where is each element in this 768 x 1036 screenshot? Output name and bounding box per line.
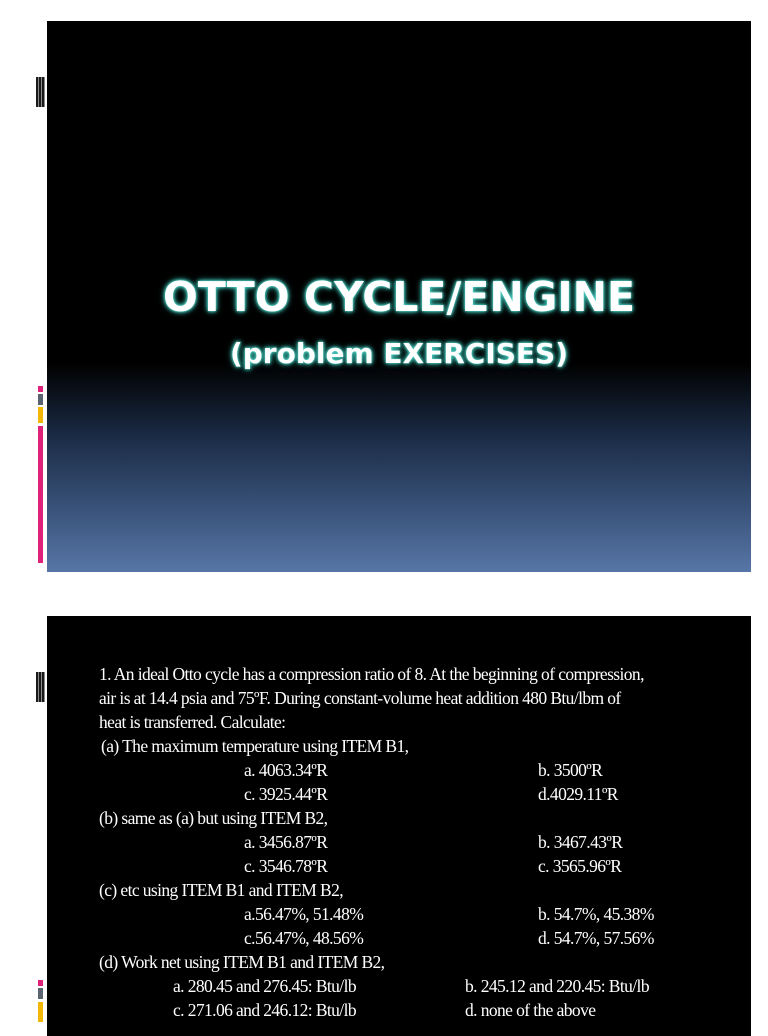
choice-d-b: b. 245.12 and 220.45: Btu/lb bbox=[465, 976, 649, 996]
choice-d-d: d. none of the above bbox=[465, 1000, 596, 1020]
choice-b-a: a. 3456.87ºR bbox=[244, 832, 328, 852]
problem-slide bbox=[18, 616, 751, 1036]
choice-a-c: c. 3925.44ºR bbox=[244, 784, 328, 804]
accent-bar-gray bbox=[38, 394, 43, 405]
problem-content bbox=[18, 616, 751, 1036]
accent-bar-pink-top bbox=[38, 386, 43, 392]
bracket-decoration bbox=[36, 77, 45, 107]
choice-c-a: a.56.47%, 51.48% bbox=[244, 904, 364, 924]
choice-b-b: b. 3467.43ºR bbox=[538, 832, 623, 852]
accent-bar-pink bbox=[38, 426, 43, 563]
problem-statement-line: air is at 14.4 psia and 75ºF. During constant-volume heat addition 480 Btu/lbm of bbox=[99, 688, 621, 708]
choice-d-c: c. 271.06 and 246.12: Btu/lb bbox=[173, 1000, 356, 1020]
slide-title: OTTO CYCLE/ENGINE bbox=[163, 273, 635, 321]
choice-d-a: a. 280.45 and 276.45: Btu/lb bbox=[173, 976, 356, 996]
choice-a-d: d.4029.11ºR bbox=[538, 784, 618, 804]
choice-c-c: c.56.47%, 48.56% bbox=[244, 928, 364, 948]
choice-b-d: c. 3565.96ºR bbox=[538, 856, 622, 876]
choice-a-a: a. 4063.34ºR bbox=[244, 760, 328, 780]
choice-b-c: c. 3546.78ºR bbox=[244, 856, 328, 876]
choice-a-b: b. 3500ºR bbox=[538, 760, 603, 780]
choice-c-d: d. 54.7%, 57.56% bbox=[538, 928, 654, 948]
accent-bar-yellow bbox=[38, 407, 43, 423]
title-slide bbox=[18, 21, 751, 572]
question-b: (b) same as (a) but using ITEM B2, bbox=[99, 808, 328, 828]
question-d: (d) Work net using ITEM B1 and ITEM B2, bbox=[99, 952, 385, 972]
choice-c-b: b. 54.7%, 45.38% bbox=[538, 904, 654, 924]
problem-statement-line: 1. An ideal Otto cycle has a compression ratio of 8. At the beginning of compression, bbox=[99, 664, 644, 684]
slide-subtitle: (problem EXERCISES) bbox=[229, 337, 569, 370]
question-c: (c) etc using ITEM B1 and ITEM B2, bbox=[99, 880, 343, 900]
problem-statement-line: heat is transferred. Calculate: bbox=[99, 712, 286, 732]
question-a: (a) The maximum temperature using ITEM B1, bbox=[101, 736, 409, 756]
